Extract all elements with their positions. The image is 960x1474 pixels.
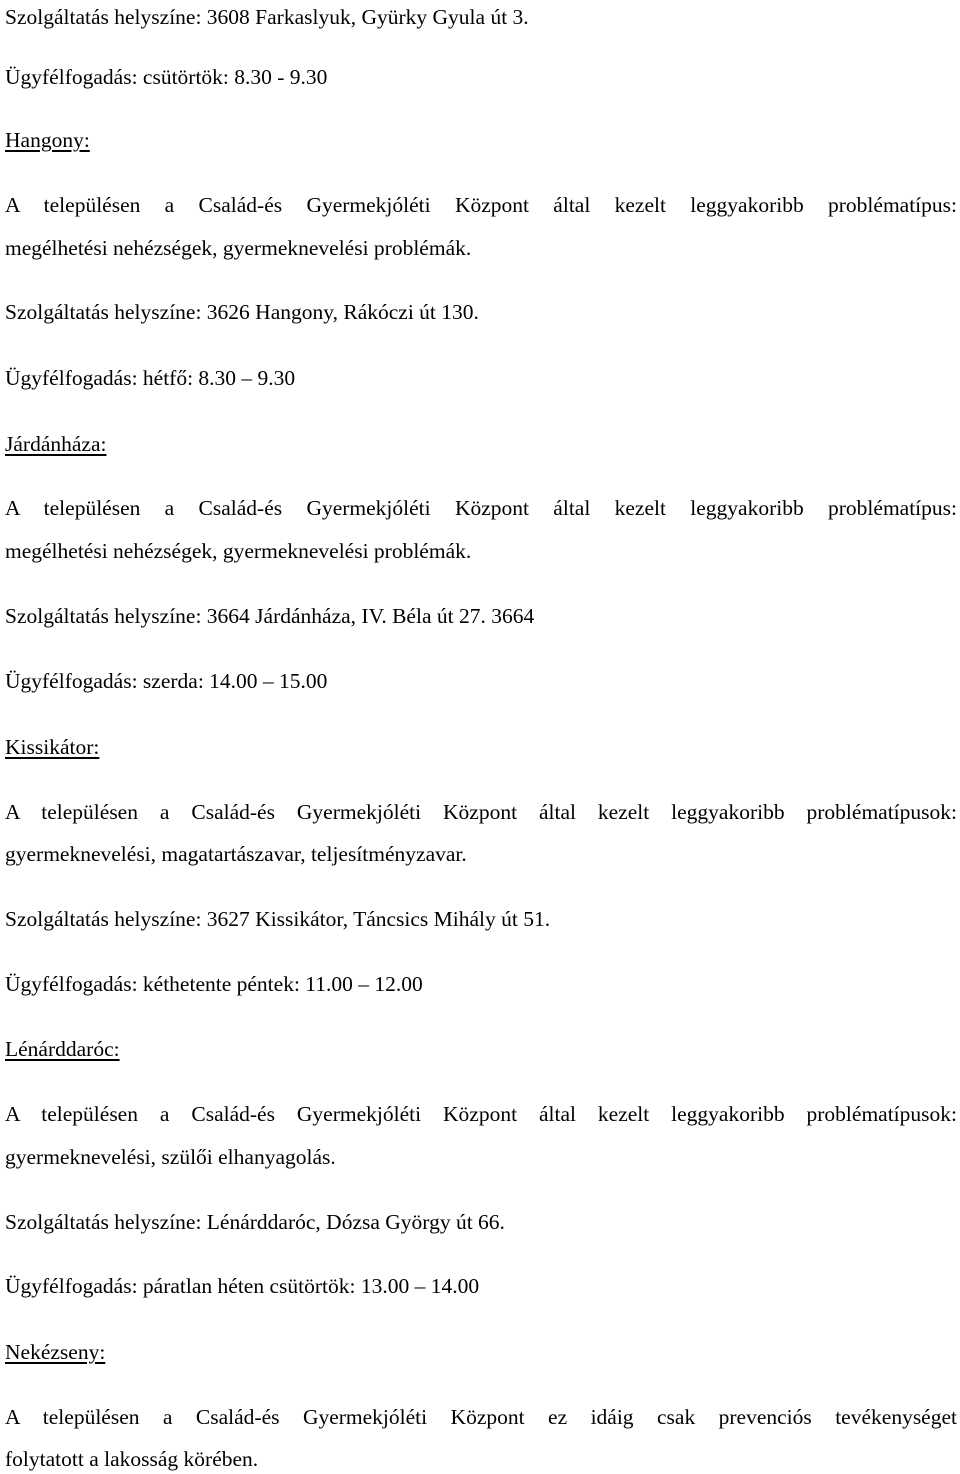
- text-line: A településen a Család-és Gyermekjóléti Központ ez idáig csak prevenciós tevékenységet: [5, 1405, 957, 1429]
- text-line: Szolgáltatás helyszíne: 3664 Járdánháza, IV. Béla út 27. 3664: [5, 604, 535, 628]
- text-line: Ügyfélfogadás: szerda: 14.00 – 15.00: [5, 669, 328, 693]
- text-line: Ügyfélfogadás: hétfő: 8.30 – 9.30: [5, 366, 296, 390]
- text-line: megélhetési nehézségek, gyermeknevelési problémák.: [5, 539, 472, 563]
- section-heading: Kissikátor:: [5, 735, 100, 759]
- text-line: A településen a Család-és Gyermekjóléti Központ által kezelt leggyakoribb problématípusok:: [5, 800, 957, 824]
- text-line: Ügyfélfogadás: páratlan héten csütörtök: 13.00 – 14.00: [5, 1274, 480, 1298]
- text-line: Ügyfélfogadás: csütörtök: 8.30 - 9.30: [5, 65, 328, 89]
- text-line: folytatott a lakosság körében.: [5, 1447, 259, 1471]
- section-heading: Nekézseny:: [5, 1340, 106, 1364]
- section-heading: Járdánháza:: [5, 432, 107, 456]
- text-line: A településen a Család-és Gyermekjóléti Központ által kezelt leggyakoribb problématípus:: [5, 496, 957, 520]
- text-line: Szolgáltatás helyszíne: Lénárddaróc, Dózsa György út 66.: [5, 1210, 505, 1234]
- section-heading: Lénárddaróc:: [5, 1037, 120, 1061]
- text-line: A településen a Család-és Gyermekjóléti Központ által kezelt leggyakoribb problématípusok:: [5, 1102, 957, 1126]
- text-line: megélhetési nehézségek, gyermeknevelési problémák.: [5, 236, 472, 260]
- text-line: A településen a Család-és Gyermekjóléti Központ által kezelt leggyakoribb problématípus:: [5, 193, 957, 217]
- text-line: gyermeknevelési, magatartászavar, teljesítményzavar.: [5, 842, 467, 866]
- text-line: Ügyfélfogadás: kéthetente péntek: 11.00 – 12.00: [5, 972, 423, 996]
- text-line: Szolgáltatás helyszíne: 3626 Hangony, Rákóczi út 130.: [5, 300, 479, 324]
- text-line: Szolgáltatás helyszíne: 3608 Farkaslyuk, Gyürky Gyula út 3.: [5, 5, 529, 29]
- text-line: gyermeknevelési, szülői elhanyagolás.: [5, 1145, 336, 1169]
- section-heading: Hangony:: [5, 128, 90, 152]
- text-line: Szolgáltatás helyszíne: 3627 Kissikátor, Táncsics Mihály út 51.: [5, 907, 551, 931]
